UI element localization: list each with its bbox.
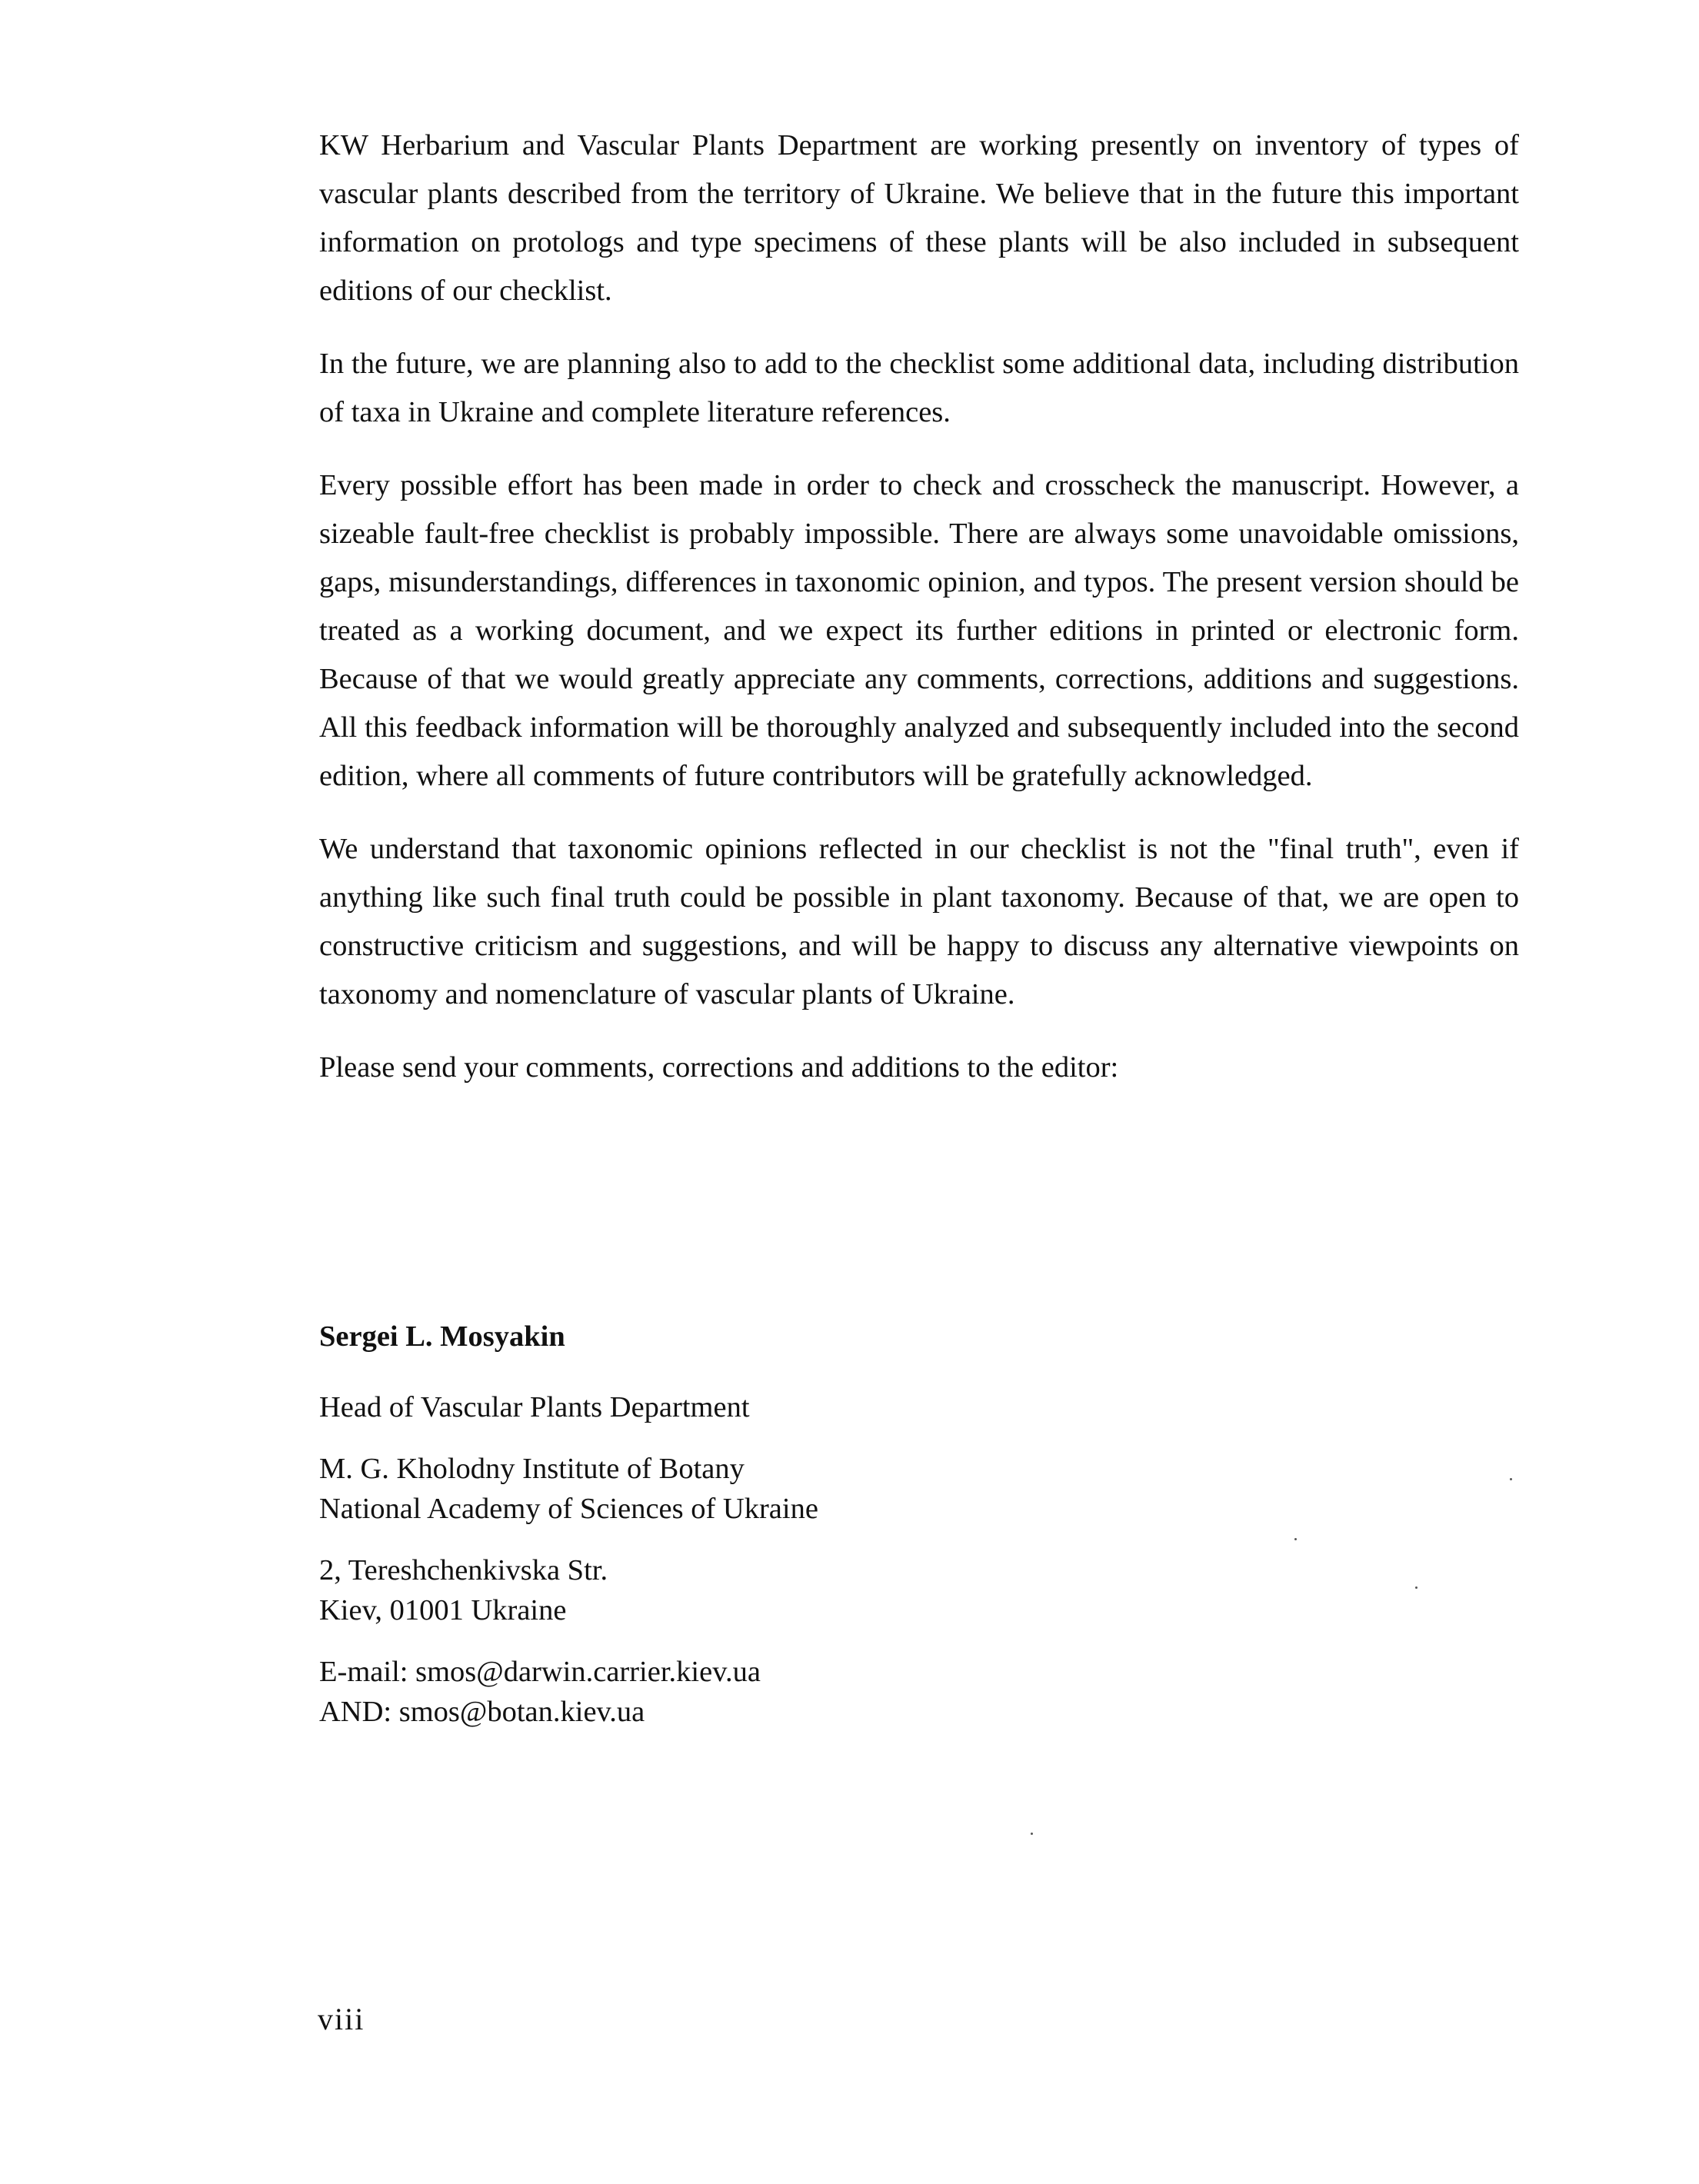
- body-text: [319, 122, 1519, 1117]
- paragraph-send-comments: Please send your comments, corrections and additions to the editor:: [319, 1051, 1119, 1084]
- address-block: [319, 1550, 1242, 1630]
- editor-position-block: [319, 1387, 1242, 1427]
- scan-speck: [1415, 1586, 1417, 1589]
- paragraph-inventory: KW Herbarium and Vascular Plants Department are working presently on inventory of types of vascular plants described from the territory of Ukraine. We believe that in the future this important information on protologs and type specimens of these plants will be also included in subsequent editions of our checklist.: [319, 129, 1519, 307]
- scan-speck: [1294, 1538, 1297, 1540]
- email-primary: E-mail: smos@darwin.carrier.kiev.ua: [319, 1656, 761, 1688]
- editor-name: Sergei L. Mosyakin: [319, 1320, 565, 1353]
- editor-position: Head of Vascular Plants Department: [319, 1391, 750, 1423]
- city-address: Kiev, 01001 Ukraine: [319, 1594, 567, 1626]
- scan-speck: [1510, 1478, 1512, 1480]
- institute-name: M. G. Kholodny Institute of Botany: [319, 1453, 745, 1485]
- email-secondary: AND: smos@botan.kiev.ua: [319, 1696, 645, 1728]
- academy-name: National Academy of Sciences of Ukraine: [319, 1493, 818, 1525]
- paragraph-errors-disclaimer: Every possible effort has been made in order to check and crosscheck the manuscript. However, a sizeable fault-free checklist is probably impossible. There are always some unavoidable omissions, gaps, misunderstandings, differences in taxonomic opinion, and typos. The present version should be treated as a working document, and we expect its further editions in printed or electronic form. Because of that we would greatly appreciate any comments, corrections, additions and suggestions. All this feedback information will be thoroughly analyzed and subsequently included into the second edition, where all comments of future contributors will be gratefully acknowledged.: [319, 469, 1519, 792]
- email-block: [319, 1652, 1242, 1732]
- street-address: 2, Tereshchenkivska Str.: [319, 1554, 608, 1586]
- scan-speck: [1031, 1833, 1033, 1835]
- page-number: viii: [318, 2002, 365, 2036]
- paragraph-taxonomic-opinions: We understand that taxonomic opinions reflected in our checklist is not the "final truth", even if anything like such final truth could be possible in plant taxonomy. Because of that, we are open to constructive criticism and suggestions, and will be happy to discuss any alternative viewpoints on taxonomy and nomenclature of vascular plants of Ukraine.: [319, 833, 1519, 1010]
- editor-signature: [319, 1317, 1242, 1753]
- paragraph-future-plans: In the future, we are planning also to add to the checklist some additional data, including distribution of taxa in Ukraine and complete literature references.: [319, 348, 1519, 428]
- institute-block: [319, 1449, 1242, 1529]
